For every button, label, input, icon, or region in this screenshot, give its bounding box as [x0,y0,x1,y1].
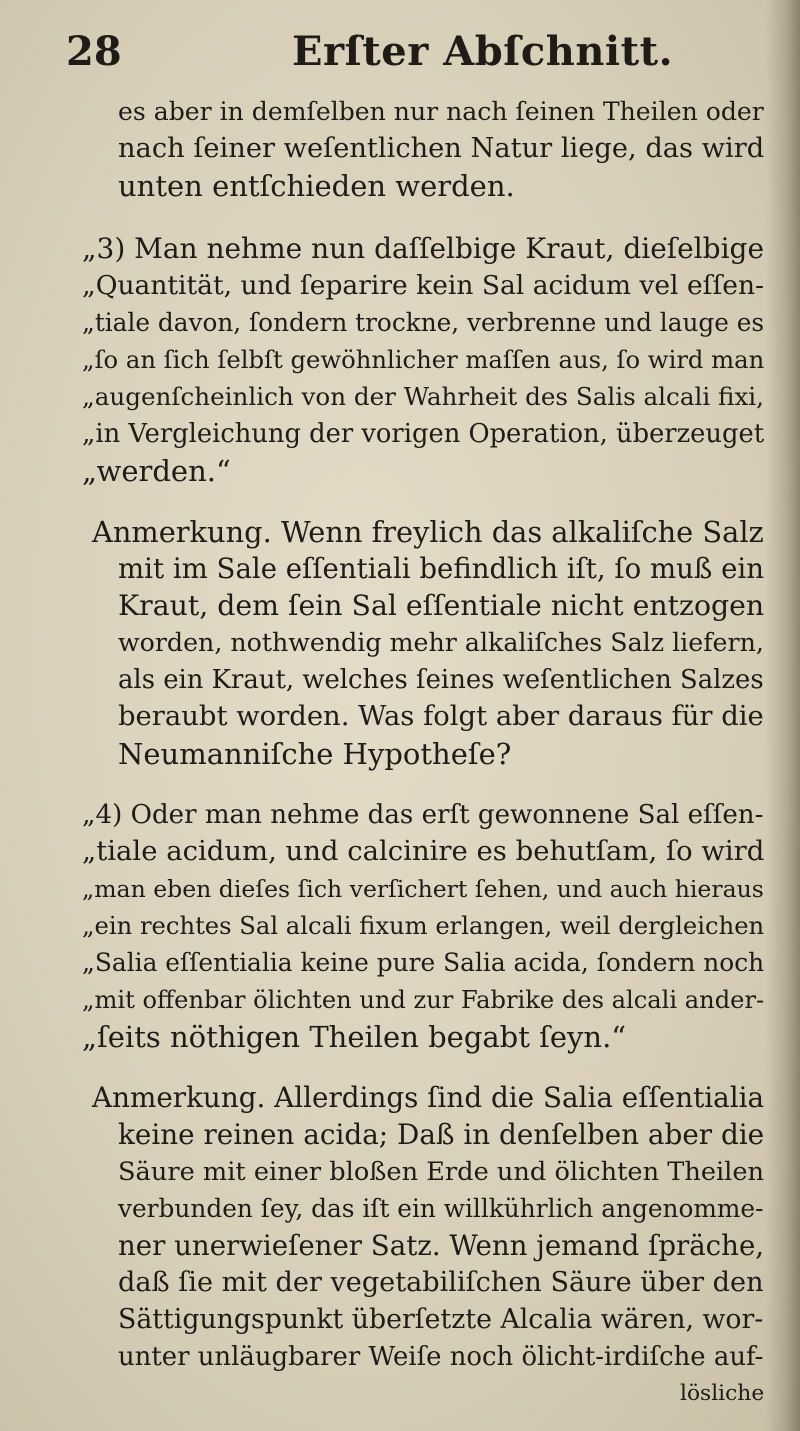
annotation-line: Neumanniſche Hypotheſe? [118,737,512,771]
quote-line: „Salia eſſentialia keine pure Salia acida, ſondern noch [82,948,765,977]
annotation-line: verbunden ſey, das iſt ein willkührlich angenomme- [118,1194,764,1223]
annotation-line: keine reinen acida; Daß in denſelben aber die [118,1118,765,1151]
quote-line: „mit offenbar ölichten und zur Fabrike des alcali ander- [82,986,765,1014]
annotation-line: Anmerkung. Wenn freylich das alkaliſche Salz [92,515,764,549]
annotation-line: daß ſie mit der vegetabiliſchen Säure über den [118,1267,764,1298]
page-header [0,22,800,82]
quote-line: „Quantität, und ſeparire kein Sal acidum vel eſſen- [82,270,764,301]
annotation-line: Kraut, dem ſein Sal eſſentiale nicht entzogen [118,589,765,622]
quote-line: „ſeits nöthigen Theilen begabt ſeyn.“ [82,1020,627,1054]
quote-line: „ein rechtes Sal alcali fixum erlangen, weil dergleichen [82,911,765,940]
annotation-line: unter unläugbarer Weiſe noch ölicht-irdiſche auf- [118,1342,764,1372]
annotation-line: als ein Kraut, welches ſeines weſentlichen Salzes [118,665,764,695]
quote-line: „in Vergleichung der vorigen Operation, überzeuget [82,419,765,449]
annotation-line: Säure mit einer bloßen Erde und ölichten Theilen [118,1157,765,1187]
text-line: es aber in demſelben nur nach ſeinen Theilen oder [118,97,764,126]
quote-line: „tiale acidum, und calcinire es behutſam, ſo wird [82,836,765,867]
annotation-line: ner unerwieſener Satz. Wenn jemand ſpräche, [118,1229,765,1262]
page-number: 28 [66,28,122,75]
quote-line: „man eben dieſes ſich verſichert ſehen, und auch hieraus [82,875,764,903]
annotation-line: Anmerkung. Allerdings ſind die Salia eſſentialia [92,1081,765,1114]
quote-line: „werden.“ [82,454,231,488]
text-line: unten entſchieden werden. [118,169,515,203]
annotation-line: worden, nothwendig mehr alkaliſches Salz liefern, [118,628,764,657]
quote-line: „tiale davon, ſondern trockne, verbrenne und lauge es [82,308,765,337]
annotation-line: Sättigungspunkt überſetzte Alcalia wären, wor- [118,1304,764,1335]
quote-line: „augenſcheinlich von der Wahrheit des Salis alcali fixi, [82,382,764,411]
quote-line: „3) Man nehme nun daſſelbige Kraut, dieſelbige [82,232,765,265]
annotation-line: mit im Sale eſſentiali befindlich iſt, ſo muß ein [118,552,764,585]
running-title: Erſter Abſchnitt. [292,28,673,75]
quote-line: „4) Oder man nehme das erſt gewonnene Sal eſſen- [82,800,764,830]
text-line: nach ſeiner weſentlichen Natur liege, das wird [118,133,765,164]
page-spine-shadow [766,0,800,1431]
annotation-line: beraubt worden. Was folgt aber daraus für die [118,701,764,732]
catchword: lösliche [680,1381,765,1406]
quote-line: „ſo an ſich ſelbſt gewöhnlicher maſſen aus, ſo wird man [82,345,765,374]
